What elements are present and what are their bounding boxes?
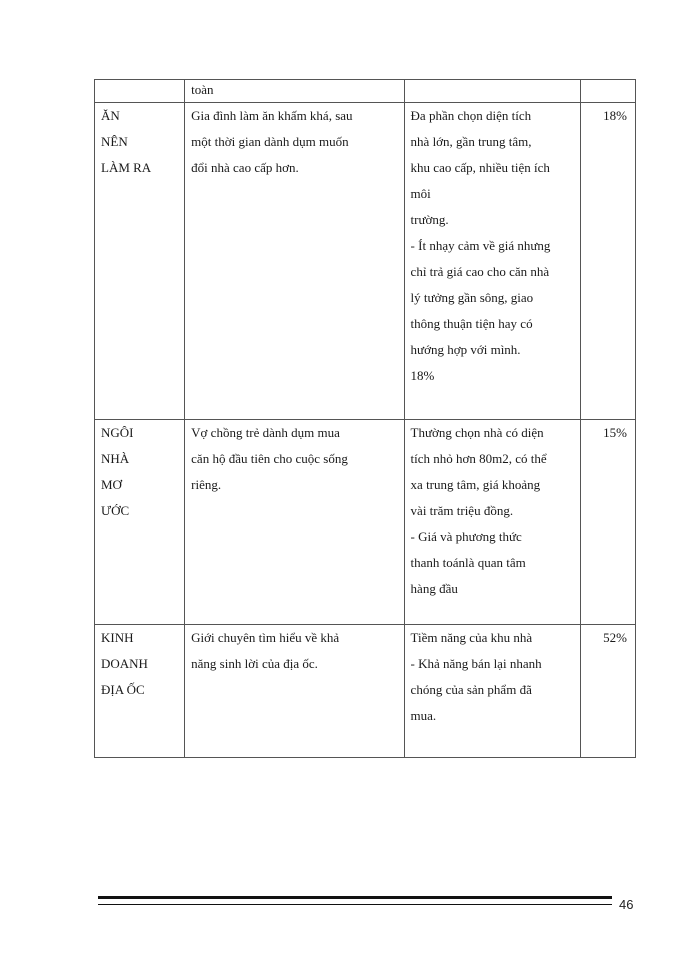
- segment-cell: [95, 420, 185, 625]
- preference-text: Đa phần chọn diện tích nhà lớn, gần trung tâm, khu cao cấp, nhiều tiện ích môi trường. - Ít nhạy cảm về giá nhưng chỉ trả giá cao cho căn nhà lý tưởng gần sông, giao thông thuận tiện hay có hướng hợp với mình. 18%: [410, 108, 551, 383]
- table-row: [95, 103, 636, 420]
- description-cell: [185, 625, 404, 758]
- share-cell: [580, 103, 635, 420]
- preference-cell: [404, 625, 580, 758]
- preference-cell: [404, 420, 580, 625]
- preference-text: Tiềm năng của khu nhà - Khả năng bán lại nhanh chóng của sản phẩm đã mua.: [410, 630, 542, 723]
- description-cell: [185, 80, 404, 103]
- description-text: toàn: [191, 82, 214, 97]
- table-row: [95, 625, 636, 758]
- segment-cell: [95, 80, 185, 103]
- footer-rule: [98, 896, 612, 905]
- description-text: Giới chuyên tìm hiểu về khả năng sinh lời của địa ốc.: [191, 630, 340, 671]
- description-cell: [185, 103, 404, 420]
- description-text: Vợ chồng trẻ dành dụm mua căn hộ đầu tiên cho cuộc sống riêng.: [191, 425, 348, 492]
- table-row: [95, 80, 636, 103]
- segment-name: KINH DOANH ĐỊA ỐC: [101, 630, 148, 697]
- description-cell: [185, 420, 404, 625]
- share-value: 15%: [603, 425, 627, 440]
- share-cell: [580, 625, 635, 758]
- preference-cell: [404, 103, 580, 420]
- share-value: 52%: [603, 630, 627, 645]
- description-text: Gia đình làm ăn khấm khá, sau một thời gian dành dụm muốn đổi nhà cao cấp hơn.: [191, 108, 353, 175]
- share-value: 18%: [603, 108, 627, 123]
- preference-text: Thường chọn nhà có diện tích nhỏ hơn 80m2, có thể xa trung tâm, giá khoảng vài trăm triệu đồng. - Giá và phương thức thanh toánlà quan tâm hàng đầu: [410, 425, 547, 596]
- preference-cell: [404, 80, 580, 103]
- segment-cell: [95, 625, 185, 758]
- segment-name: NGÔI NHÀ MƠ ƯỚC: [101, 425, 134, 518]
- segment-name: ĂN NÊN LÀM RA: [101, 108, 152, 175]
- share-cell: [580, 420, 635, 625]
- table-row: [95, 420, 636, 625]
- segment-cell: [95, 103, 185, 420]
- segment-table: [94, 79, 636, 758]
- share-cell: [580, 80, 635, 103]
- page-number: 46: [619, 897, 634, 912]
